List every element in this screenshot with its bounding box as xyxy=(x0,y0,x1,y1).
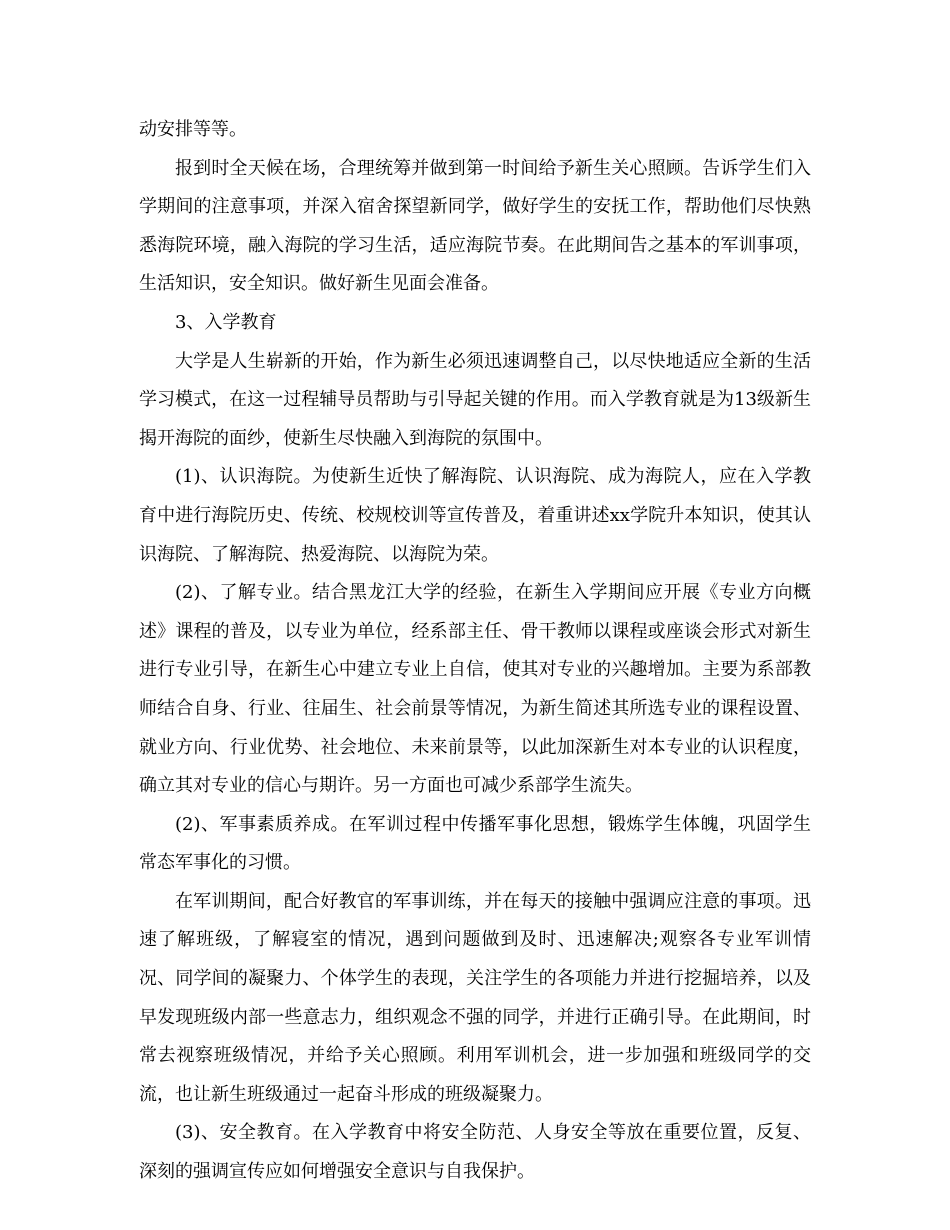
document-body xyxy=(139,111,811,1192)
paragraph-safety-education: (3)、安全教育。在入学教育中将安全防范、人身安全等放在重要位置，反复、深刻的强调宣传应如何增强安全意识与自我保护。 xyxy=(139,1122,811,1183)
paragraph-registration: 报到时全天候在场，合理统筹并做到第一时间给予新生关心照顾。告诉学生们入学期间的注意事项，并深入宿舍探望新同学，做好学生的安抚工作，帮助他们尽快熟悉海院环境，融入海院的学习生活，适应海院节奏。在此期间告之基本的军训事项，生活知识，安全知识。做好新生见面会准备。 xyxy=(139,157,811,295)
section-heading-enrollment-education: 3、入学教育 xyxy=(175,311,277,333)
paragraph-military-quality: (2)、军事素质养成。在军训过程中传播军事化思想，锻炼学生体魄，巩固学生常态军事化的习惯。 xyxy=(139,813,811,874)
paragraph-military-training: 在军训期间，配合好教官的军事训练，并在每天的接触中强调应注意的事项。迅速了解班级，了解寝室的情况，遇到问题做到及时、迅速解决;观察各专业军训情况、同学间的凝聚力、个体学生的表现，关注学生的各项能力并进行挖掘培养，以及早发现班级内部一些意志力，组织观念不强的同学，并进行正确引导。在此期间，时常去视察班级情况，并给予关心照顾。利用军训机会，进一步加强和班级同学的交流，也让新生班级通过一起奋斗形成的班级凝聚力。 xyxy=(139,890,811,1105)
paragraph-know-campus: (1)、认识海院。为使新生近快了解海院、认识海院、成为海院人，应在入学教育中进行海院历史、传统、校规校训等宣传普及，着重讲述xx学院升本知识，使其认识海院、了解海院、热爱海院、以海院为荣。 xyxy=(139,466,811,565)
paragraph-know-major: (2)、了解专业。结合黑龙江大学的经验，在新生入学期间应开展《专业方向概述》课程的普及，以专业为单位，经系部主任、骨干教师以课程或座谈会形式对新生进行专业引导，在新生心中建立专业上自信，使其对专业的兴趣增加。主要为系部教师结合自身、行业、往届生、社会前景等情况，为新生简述其所选专业的课程设置、就业方向、行业优势、社会地位、未来前景等，以此加深新生对本专业的认识程度，确立其对专业的信心与期许。另一方面也可减少系部学生流失。 xyxy=(139,582,811,797)
paragraph-enrollment-intro: 大学是人生崭新的开始，作为新生必须迅速调整自己，以尽快地适应全新的生活学习模式，在这一过程辅导员帮助与引导起关键的作用。而入学教育就是为13级新生揭开海院的面纱，使新生尽快融入到海院的氛围中。 xyxy=(139,350,811,449)
paragraph-continuation: 动安排等等。 xyxy=(139,119,247,140)
